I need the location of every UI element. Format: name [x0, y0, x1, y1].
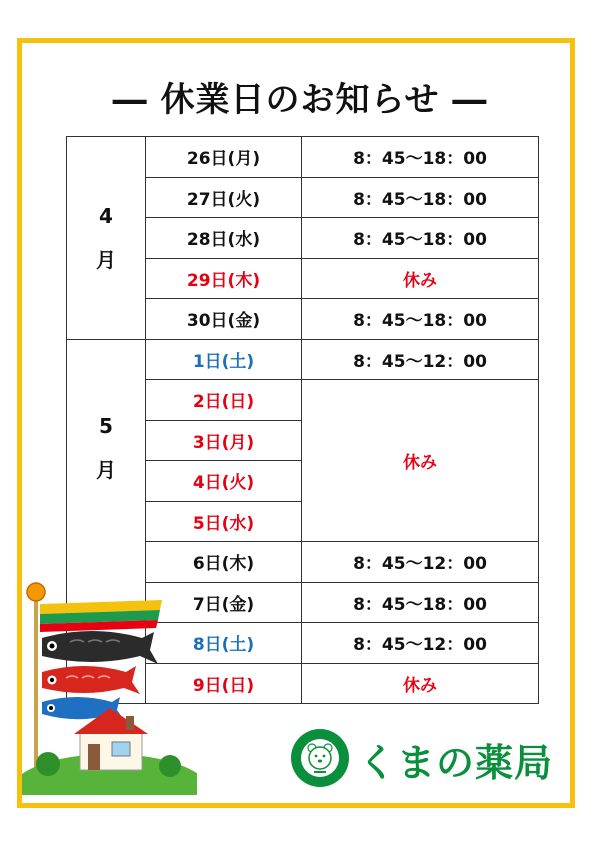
- month-number: 4: [99, 203, 113, 228]
- hours-cell-closed: 休み: [302, 380, 539, 542]
- red-carp-icon: [42, 666, 140, 694]
- day-cell: 26日(月): [146, 137, 302, 178]
- day-cell-saturday: 8日(土): [146, 623, 302, 664]
- hours-cell: 8：45〜12：00: [302, 339, 539, 380]
- hours-cell: 8：45〜18：00: [302, 582, 539, 623]
- table-row: [67, 339, 539, 380]
- month-kanji: 月: [96, 457, 116, 482]
- day-cell-holiday: 3日(月): [146, 420, 302, 461]
- pole-ball-icon: [27, 583, 45, 601]
- day-cell-holiday: 4日(火): [146, 461, 302, 502]
- table-row: [67, 137, 539, 178]
- month-cell-april: [67, 137, 146, 340]
- day-cell: 28日(水): [146, 218, 302, 259]
- pharmacy-name: くまの薬局: [358, 741, 554, 785]
- hours-cell: 8：45〜12：00: [302, 623, 539, 664]
- hours-cell-closed: 休み: [302, 258, 539, 299]
- day-cell: 7日(金): [146, 582, 302, 623]
- day-cell-holiday: 2日(日): [146, 380, 302, 421]
- day-cell-holiday: 29日(木): [146, 258, 302, 299]
- pole-icon: [34, 594, 38, 784]
- hours-cell: 8：45〜12：00: [302, 542, 539, 583]
- day-cell: 6日(木): [146, 542, 302, 583]
- day-cell-holiday: 9日(日): [146, 663, 302, 704]
- black-carp-icon: [42, 631, 158, 664]
- tree-icon: [36, 752, 60, 776]
- hours-cell: 8：45〜18：00: [302, 137, 539, 178]
- hours-cell: 8：45〜18：00: [302, 218, 539, 259]
- day-cell-saturday: 1日(土): [146, 339, 302, 380]
- hours-cell: 8：45〜18：00: [302, 177, 539, 218]
- tree-icon: [159, 755, 181, 777]
- pharmacy-logo: [290, 728, 350, 788]
- day-cell-holiday: 5日(水): [146, 501, 302, 542]
- month-number: 5: [99, 413, 113, 438]
- page-title: ― 休業日のお知らせ ―: [112, 80, 488, 120]
- hours-cell-closed: 休み: [302, 663, 539, 704]
- hours-cell: 8：45〜18：00: [302, 299, 539, 340]
- day-cell: 30日(金): [146, 299, 302, 340]
- month-kanji: 月: [96, 247, 116, 272]
- day-cell: 27日(火): [146, 177, 302, 218]
- koinobori-house-illustration: [22, 580, 197, 795]
